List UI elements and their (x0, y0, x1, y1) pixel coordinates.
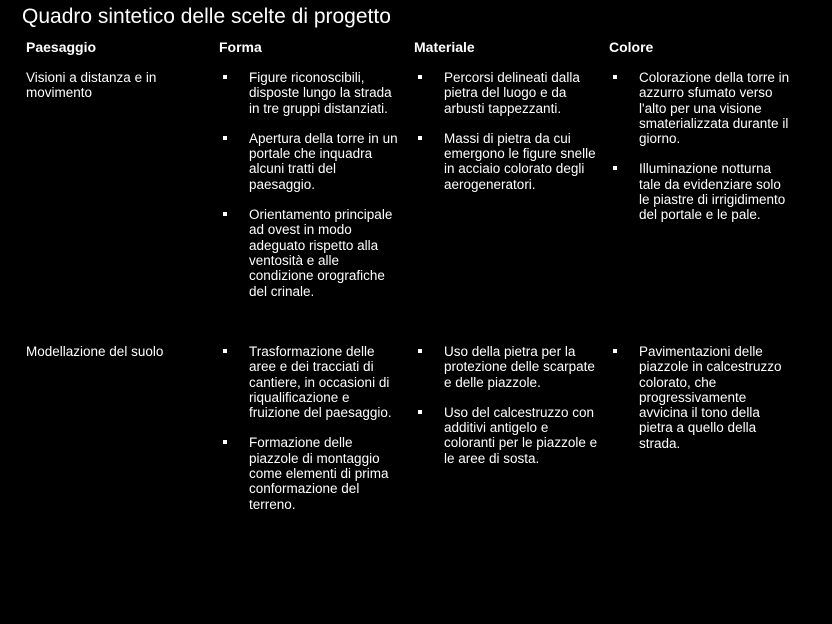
list-item (414, 70, 598, 116)
page-title: Quadro sintetico delle scelte di progetto (22, 5, 391, 28)
list-item-text: Apertura della torre in un portale che inquadra alcuni tratti del paesaggio. (249, 130, 398, 192)
bullet-icon (223, 349, 227, 353)
list-item (219, 131, 401, 192)
list-item-text: Illuminazione notturna tale da evidenziare solo le piastre di irrigidimento del portale e le pale. (639, 161, 786, 223)
bullet-icon (418, 410, 422, 414)
cell-forma-modellazione (219, 344, 401, 512)
list-item-text: Percorsi delineati dalla pietra del luogo e da arbusti tappezzanti. (444, 70, 580, 116)
cell-materiale-visioni (414, 70, 598, 192)
bullet-icon (418, 349, 422, 353)
list-item-text: Massi di pietra da cui emergono le figure snelle in acciaio colorato degli aerogeneratori. (444, 130, 596, 192)
header-paesaggio: Paesaggio (26, 39, 97, 55)
list-item-text: Orientamento principale ad ovest in modo adeguato rispetto alla ventosità e alle condizione orografiche del crinale. (249, 207, 393, 299)
list-item (609, 70, 793, 146)
bullet-icon (613, 166, 617, 170)
list-item-text: Uso del calcestruzzo con additivi antigelo e coloranti per le piazzole e le aree di sosta. (444, 404, 598, 466)
list-item-text: Uso della pietra per la protezione delle scarpate e delle piazzole. (444, 344, 595, 390)
bullet-icon (418, 75, 422, 79)
header-forma: Forma (219, 39, 262, 55)
list-item (414, 405, 598, 466)
cell-colore-modellazione (609, 344, 793, 451)
list-item-text: Trasformazione delle aree e dei tracciati di cantiere, in occasioni di riqualificazione e fruizione del paesaggio. (249, 344, 392, 421)
list-item (414, 131, 598, 192)
bullet-icon (223, 136, 227, 140)
bullet-icon (418, 136, 422, 140)
list-item (219, 344, 401, 420)
bullet-icon (613, 75, 617, 79)
row-label-modellazione: Modellazione del suolo (26, 344, 164, 359)
cell-forma-visioni (219, 70, 401, 299)
bullet-icon (223, 440, 227, 444)
header-materiale: Materiale (414, 39, 475, 55)
list-item (414, 344, 598, 390)
cell-materiale-modellazione (414, 344, 598, 466)
list-item-text: Figure riconoscibili, disposte lungo la strada in tre gruppi distanziati. (249, 70, 392, 116)
list-item (219, 435, 401, 511)
list-item (219, 207, 401, 299)
bullet-icon (223, 75, 227, 79)
list-item-text: Formazione delle piazzole di montaggio come elementi di prima conformazione del terreno. (249, 435, 389, 512)
list-item (219, 70, 401, 116)
list-item (609, 344, 793, 451)
bullet-icon (223, 212, 227, 216)
list-item-text: Pavimentazioni delle piazzole in calcestruzzo colorato, che progressivamente avvicina il tono della pietra a quello della strada. (639, 344, 782, 451)
list-item-text: Colorazione della torre in azzurro sfumato verso l'alto per una visione smaterializzata durante il giorno. (639, 70, 790, 147)
bullet-icon (613, 349, 617, 353)
cell-colore-visioni (609, 70, 793, 223)
row-label-visioni: Visioni a distanza e in movimento (26, 70, 157, 101)
list-item (609, 161, 793, 222)
header-colore: Colore (609, 39, 654, 55)
